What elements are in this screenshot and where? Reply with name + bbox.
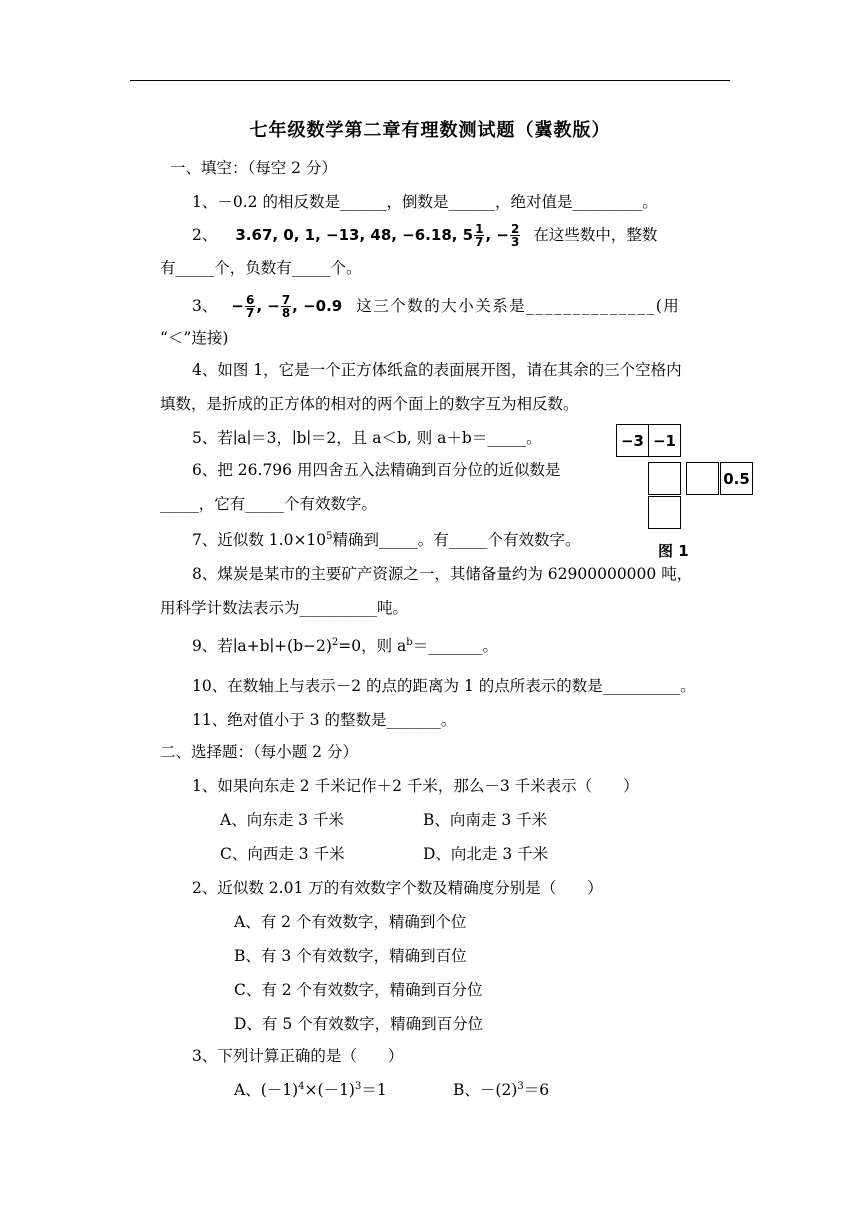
- mc-2-option-b: B、有 3 个有效数字，精确到百位: [234, 947, 467, 965]
- net-cell-minus3: −3: [616, 424, 649, 457]
- mc-1-option-c: C、向西走 3 千米: [220, 845, 345, 863]
- mc-3-option-b: B、$-(2)^3=6$: [453, 1081, 550, 1099]
- net-cell-minus1: −1: [648, 424, 681, 457]
- q2-separator: , −: [485, 226, 509, 244]
- q3-fraction-2: $\frac{7}{8}$: [281, 292, 291, 320]
- figure-caption: 图 1: [658, 542, 689, 560]
- question-8-line2: 用科学计数法表示为__________吨。: [160, 599, 409, 617]
- question-9: 9、若$∣a+b∣+(b-2)^2=0$，则 $a^b=\_\_\_\_\_\_\_$。: [192, 637, 498, 655]
- net-cell-blank-3: [648, 496, 681, 529]
- net-cell-blank-1: [648, 462, 681, 495]
- mc-2-option-a: A、有 2 个有效数字，精确到个位: [234, 913, 467, 931]
- mc-question-3: 3、下列计算正确的是（ ）: [192, 1047, 404, 1065]
- q2-numbers: 3.67, 0, 1, −13, 48, −6.18, 5: [235, 226, 474, 244]
- question-4-line1: 4、如图 1，它是一个正方体纸盒的表面展开图，请在其余的三个空格内: [192, 361, 682, 379]
- mc-1-option-b: B、向南走 3 千米: [423, 811, 548, 829]
- cube-net-figure: [612, 424, 762, 564]
- question-7: 7、近似数 $1.0\times 10^5$精确到_____。有_____个有效数字。: [192, 531, 581, 549]
- q3-suffix: 这三个数的大小关系是______________(用: [356, 297, 681, 315]
- mc-question-2: 2、近似数 2.01 万的有效数字个数及精确度分别是（ ）: [192, 879, 603, 897]
- question-1: 1、－0.2 的相反数是______，倒数是______，绝对值是_________。: [192, 193, 658, 211]
- question-2: [192, 222, 657, 248]
- question-8-line1: 8、煤炭是某市的主要矿产资源之一，其储备量约为 62900000000 吨，: [192, 565, 693, 583]
- q2-suffix: 在这些数中，整数: [533, 226, 658, 244]
- section1-heading: 一、填空：（每空 2 分）: [170, 159, 337, 177]
- question-5: 5、若∣a∣＝3，∣b∣＝2，且 a＜b, 则 a＋b＝_____。: [192, 429, 542, 447]
- net-cell-blank-2: [686, 462, 719, 495]
- question-11: 11、绝对值小于 3 的整数是_______。: [192, 711, 457, 729]
- question-3: 3、 − $\frac{6}{7}$ , − $\frac{7}{8}$ , −0.9 这三个数的大小关系是______________(用: [192, 292, 681, 320]
- q3-prefix: 3、: [192, 297, 218, 315]
- mc-1-option-a: A、向东走 3 千米: [220, 811, 344, 829]
- section2-heading: 二、选择题：（每小题 2 分）: [160, 743, 358, 761]
- q3-fraction-1: $\frac{6}{7}$: [245, 292, 255, 320]
- question-6-line1: 6、把 26.796 用四舍五入法精确到百分位的近似数是: [192, 461, 561, 479]
- mc-3-option-a: A、$(-1)^4\times(-1)^3=1$: [234, 1081, 387, 1099]
- mc-question-1: 1、如果向东走 2 千米记作＋2 千米，那么－3 千米表示（ ）: [192, 777, 639, 795]
- question-4-line2: 填数，是折成的正方体的相对的两个面上的数字互为相反数。: [160, 395, 579, 413]
- q2-fraction-2: $\frac{2}{3}$: [510, 221, 520, 249]
- header-rule: [130, 80, 730, 81]
- mc-2-option-d: D、有 5 个有效数字，精确到百分位: [234, 1015, 484, 1033]
- q2-fraction-1: $\frac{1}{7}$: [475, 221, 484, 249]
- question-2-line2: 有_____个，负数有_____个。: [160, 259, 362, 277]
- question-6-line2: _____，它有_____个有效数字。: [160, 495, 378, 513]
- page-title: 七年级数学第二章有理数测试题（冀教版）: [249, 120, 611, 141]
- question-3-line2: “＜”连接): [160, 329, 229, 347]
- net-cell-0-5: 0.5: [720, 462, 753, 495]
- q2-prefix: 2、: [192, 226, 218, 244]
- mc-1-option-d: D、向北走 3 千米: [423, 845, 549, 863]
- question-10: 10、在数轴上与表示－2 的点的距离为 1 的点所表示的数是__________。: [192, 677, 696, 695]
- mc-2-option-c: C、有 2 个有效数字，精确到百分位: [234, 981, 483, 999]
